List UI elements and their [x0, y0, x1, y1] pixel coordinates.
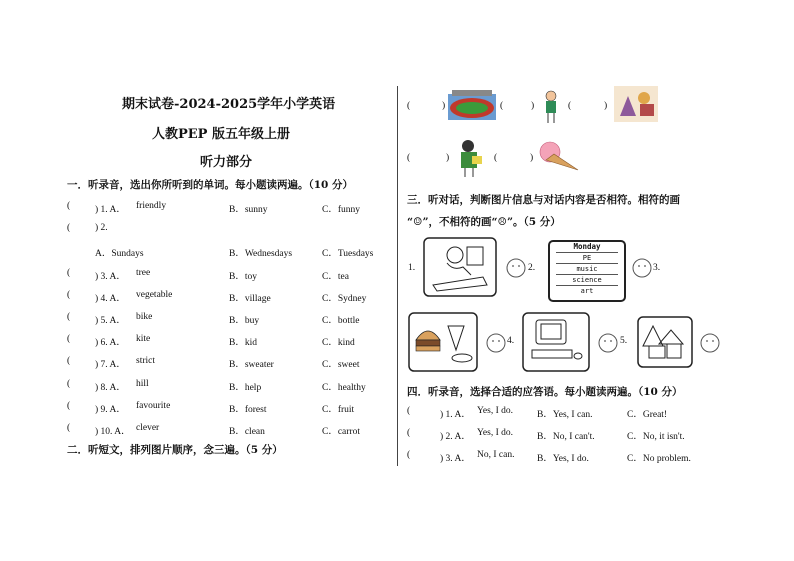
option-b: B．No, I can't. — [537, 432, 595, 442]
answer-paren-close: ) — [446, 153, 450, 163]
option-b: B．Wednesdays — [229, 249, 293, 260]
option-a: tree — [136, 267, 151, 278]
option-b: B．forest — [229, 404, 267, 415]
computer-picture — [522, 312, 590, 372]
answer-paren-open: ( — [494, 153, 498, 163]
option-c: C．healthy — [322, 382, 366, 393]
option-b: B．help — [229, 382, 262, 393]
answer-paren[interactable]: ( — [67, 201, 71, 211]
item-label-2: 2. — [528, 263, 536, 273]
answer-paren[interactable]: ( — [67, 400, 71, 411]
village-picture — [637, 316, 693, 368]
answer-paren[interactable]: ( — [67, 267, 71, 278]
option-b: B．Yes, I can. — [537, 410, 593, 420]
answer-paren-close: ) — [604, 101, 608, 111]
answer-paren[interactable]: ( — [67, 289, 71, 300]
answer-paren-close: ) — [442, 101, 446, 111]
face-icon[interactable] — [700, 333, 720, 353]
question-number: ) 1. A． — [440, 410, 471, 420]
answer-paren[interactable]: ( — [67, 356, 71, 367]
option-c: C．Great! — [627, 410, 668, 420]
answer-paren[interactable]: ( — [67, 312, 71, 322]
girl-picture — [540, 90, 562, 124]
answer-paren-open: ( — [407, 153, 411, 163]
section4-heading: 四．听录音，选择合适的应答语。每小题读两遍。（10 分） — [407, 386, 683, 398]
face-icon[interactable] — [598, 333, 618, 353]
question-number: ) 3. A． — [95, 271, 126, 282]
option-c: C．bottle — [322, 316, 360, 326]
section2-heading: 二．听短文，排列图片顺序，念三遍。（5 分） — [67, 444, 283, 456]
option-b: B．toy — [229, 271, 257, 282]
item-label-1: 1. — [408, 263, 416, 273]
answer-paren-open: ( — [500, 101, 504, 111]
question-number: A．Sundays — [95, 249, 144, 260]
option-c: C．funny — [322, 205, 361, 215]
face-icon[interactable] — [486, 333, 506, 353]
option-c: C．kind — [322, 338, 355, 349]
answer-paren[interactable]: ( — [407, 428, 411, 438]
answer-paren-open: ( — [568, 101, 572, 111]
option-c: C．tea — [322, 271, 349, 282]
question-number: ) 7. A． — [95, 360, 126, 371]
question-number: ) 6. A． — [95, 338, 126, 349]
question-number: ) 1. A． — [95, 205, 126, 215]
answer-paren[interactable]: ( — [67, 223, 71, 234]
answer-paren-close: ) — [530, 153, 534, 163]
option-c: C．No problem. — [627, 454, 691, 464]
face-icon[interactable] — [506, 258, 526, 278]
question-number: ) 3. A． — [440, 454, 471, 464]
reading-girl-picture — [456, 138, 486, 178]
option-a: hill — [136, 378, 149, 389]
option-b: B．sweater — [229, 360, 274, 371]
answer-paren-close: ) — [531, 101, 535, 111]
schedule-subject: science — [556, 275, 618, 286]
schedule-card — [548, 240, 626, 302]
option-b: B．clean — [229, 427, 265, 437]
question-number: ) 4. A． — [95, 293, 126, 304]
option-a: kite — [136, 334, 151, 345]
schedule-subject: music — [556, 264, 618, 275]
option-c: C．fruit — [322, 404, 355, 415]
section3-heading: 三．听对话，判断图片信息与对话内容是否相符。相符的画 — [407, 194, 680, 206]
exam-title: 期末试卷-2024-2025学年小学英语 — [122, 97, 336, 112]
schedule-subject: PE — [556, 253, 618, 264]
question-number: ) 8. A． — [95, 382, 126, 393]
exam-subtitle: 人教PEP 版五年级上册 — [152, 127, 290, 142]
computer-user-picture — [423, 237, 497, 297]
option-c: C．carrot — [322, 427, 360, 437]
face-icon[interactable] — [632, 258, 652, 278]
column-divider — [397, 86, 398, 466]
section1-heading: 一．听录音，选出你所听到的单词。每小题读两遍。（10 分） — [67, 179, 354, 191]
option-a: strict — [136, 356, 155, 367]
question-number: ) 9. A． — [95, 404, 126, 415]
answer-paren[interactable]: ( — [67, 378, 71, 389]
option-a: No, I can. — [477, 450, 515, 460]
option-b: B．sunny — [229, 205, 268, 215]
answer-paren-open: ( — [407, 101, 411, 111]
option-c: C．No, it isn't. — [627, 432, 685, 442]
answer-paren[interactable]: ( — [67, 423, 71, 433]
option-b: B．buy — [229, 316, 260, 326]
stadium-picture — [446, 86, 498, 124]
option-c: C．Tuesdays — [322, 249, 374, 260]
option-a: friendly — [136, 201, 167, 211]
option-b: B．village — [229, 293, 271, 304]
item-label-5: 5. — [620, 336, 628, 346]
option-b: B．kid — [229, 338, 257, 349]
question-number: ) 2. A． — [440, 432, 471, 442]
part-title: 听力部分 — [200, 155, 253, 170]
question-number: ) 2. — [95, 223, 108, 234]
answer-paren[interactable]: ( — [407, 406, 411, 416]
question-number: ) 10. A． — [95, 427, 131, 437]
option-a: Yes, I do. — [477, 428, 513, 438]
question-number: ) 5. A． — [95, 316, 126, 326]
answer-paren[interactable]: ( — [67, 334, 71, 345]
food-picture — [408, 312, 478, 372]
item-label-4: 4. — [507, 336, 515, 346]
option-c: C．Sydney — [322, 293, 367, 304]
option-a: bike — [136, 312, 153, 322]
option-c: C．sweet — [322, 360, 360, 371]
option-a: Yes, I do. — [477, 406, 513, 416]
option-a: clever — [136, 423, 160, 433]
painting-picture — [614, 86, 658, 122]
item-label-3: 3. — [653, 263, 661, 273]
section3-heading-2: “☺”，不相符的画“☹”。（5 分） — [407, 216, 561, 228]
answer-paren[interactable]: ( — [407, 450, 411, 460]
option-a: favourite — [136, 400, 171, 411]
schedule-day: Monday — [556, 242, 618, 253]
ice-cream-picture — [538, 140, 580, 174]
option-a: vegetable — [136, 289, 173, 300]
option-b: B．Yes, I do. — [537, 454, 589, 464]
schedule-subject: art — [580, 287, 594, 295]
